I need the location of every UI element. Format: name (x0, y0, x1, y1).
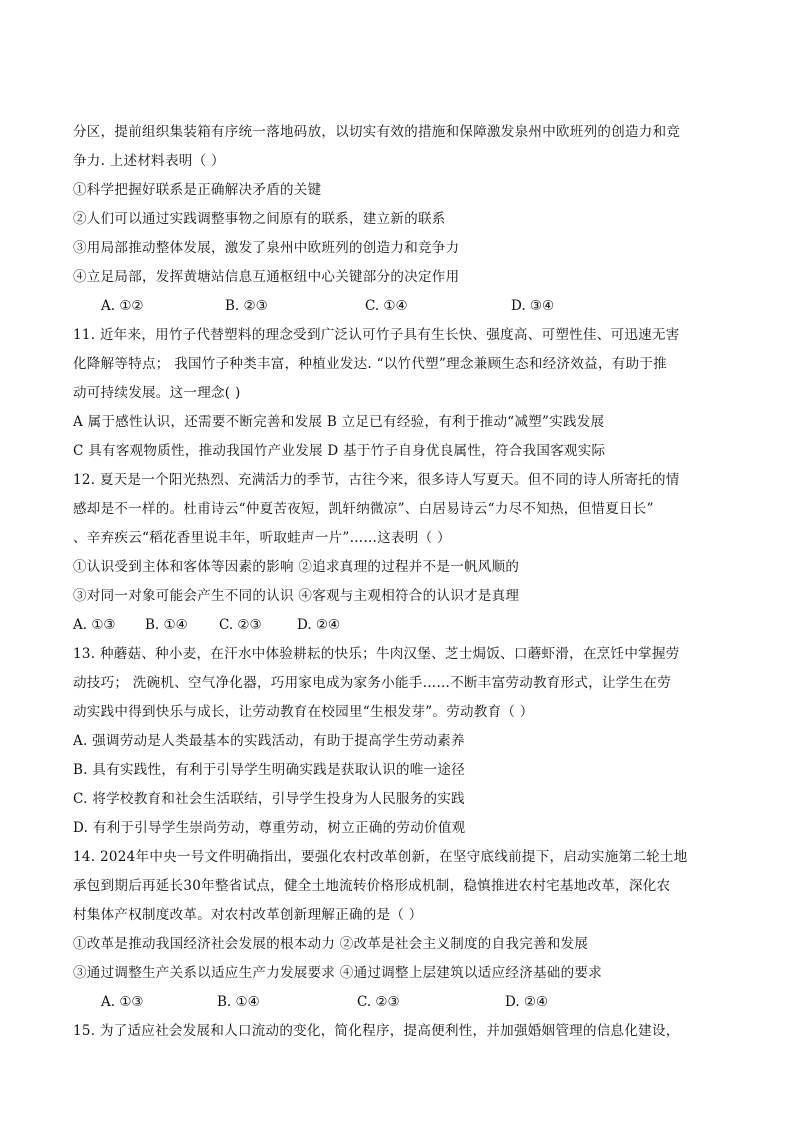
q10-line-2: 争力. 上述材料表明（ ） (73, 153, 225, 169)
q14-option-b: B. ①④ (217, 994, 260, 1010)
q11-line-2: 化降解等特点； 我国竹子种类丰富，种植业发达. “以竹代塑”理念兼顾生态和经济效益，有助于推 (73, 356, 667, 372)
q10-statement-1: ①科学把握好联系是正确解决矛盾的关键 (73, 182, 322, 198)
q11-options-ab: A 属于感性认识，还需要不断完善和发展 B 立足已有经验，有利于推动“减塑”实践发展 (73, 414, 605, 430)
q12-line-3: 、辛弃疾云“稻花香里说丰年，听取蛙声一片”……这表明（ ） (73, 530, 451, 546)
q14-line-3: 村集体产权制度改革。对农村改革创新理解正确的是（ ） (73, 907, 423, 923)
q13-option-b: B. 具有实践性，有利于引导学生明确实践是获取认识的唯一途径 (73, 762, 466, 778)
q14-line-2: 承包到期后再延长30年整省试点，健全土地流转价格形成机制，稳慎推进农村宅基地改革，深化农 (73, 878, 671, 894)
q13-option-d: D. 有利于引导学生崇尚劳动，尊重劳动，树立正确的劳动价值观 (73, 820, 466, 836)
q10-line-1: 分区，提前组织集装箱有序统一落地码放，以切实有效的措施和保障激发泉州中欧班列的创造力和竞 (73, 124, 681, 140)
q12-option-d: D. ②④ (297, 617, 341, 633)
q14-statements-12: ①改革是推动我国经济社会发展的根本动力 ②改革是社会主义制度的自我完善和发展 (73, 936, 589, 952)
q15-line-1: 15. 为了适应社会发展和人口流动的变化，简化程序，提高便利性，并加强婚姻管理的信息化建设， (73, 1023, 680, 1039)
q13-line-2: 动技巧； 洗碗机、空气净化器，巧用家电成为家务小能手……不断丰富劳动教育形式，让学生在劳 (73, 675, 671, 691)
q14-option-c: C. ②③ (357, 994, 400, 1010)
q12-line-1: 12. 夏天是一个阳光热烈、充满活力的季节，古往今来，很多诗人写夏天。但不同的诗人所寄托的情 (73, 472, 680, 488)
q11-line-1: 11. 近年来，用竹子代替塑料的理念受到广泛认可竹子具有生长快、强度高、可塑性佳、可迅速无害 (73, 327, 680, 343)
q12-option-b: B. ①④ (145, 617, 188, 633)
q10-option-b: B. ②③ (225, 298, 268, 314)
q10-option-a: A. ①② (101, 298, 144, 314)
q14-line-1: 14. 2024年中央一号文件明确指出，要强化农村改革创新，在坚守底线前提下，启动实施第二轮土地 (73, 849, 688, 865)
q12-statements-12: ①认识受到主体和客体等因素的影响 ②追求真理的过程并不是一帆风顺的 (73, 559, 520, 575)
q11-options-cd: C 具有客观物质性，推动我国竹产业发展 D 基于竹子自身优良属性，符合我国客观实际 (73, 443, 606, 459)
q12-option-a: A. ①③ (73, 617, 116, 633)
q14-option-a: A. ①③ (101, 994, 144, 1010)
q12-option-c: C. ②③ (219, 617, 262, 633)
q14-statements-34: ③通过调整生产关系以适应生产力发展要求 ④通过调整上层建筑以适应经济基础的要求 (73, 965, 602, 981)
q14-option-d: D. ②④ (505, 994, 549, 1010)
q14-options (73, 993, 673, 1101)
q13-option-a: A. 强调劳动是人类最基本的实践活动，有助于提高学生劳动素养 (73, 733, 465, 749)
q12-statements-34: ③对同一对象可能会产生不同的认识 ④客观与主观相符合的认识才是真理 (73, 588, 520, 604)
q10-statement-2: ②人们可以通过实践调整事物之间原有的联系，建立新的联系 (73, 211, 446, 227)
q10-option-d: D. ③④ (511, 298, 555, 314)
q11-line-3: 动可持续发展。这一理念( ) (73, 385, 241, 401)
q13-option-c: C. 将学校教育和社会生活联结，引导学生投身为人民服务的实践 (73, 791, 465, 807)
q10-statement-4: ④立足局部，发挥黄塘站信息互通枢纽中心关键部分的决定作用 (73, 269, 460, 285)
q13-line-1: 13. 种蘑菇、种小麦，在汗水中体验耕耘的快乐；牛肉汉堡、芝士焗饭、口蘑虾滑，在烹饪中掌握劳 (73, 646, 680, 662)
q13-line-3: 动实践中得到快乐与成长，让劳动教育在校园里“生根发芽”。劳动教育（ ） (73, 704, 534, 720)
q10-option-c: C. ①④ (365, 298, 408, 314)
q12-line-2: 感却是不一样的。杜甫诗云“仲夏苦夜短，凯轩纳微凉”、白居易诗云“力尽不知热，但惜夏日长” (73, 501, 654, 517)
q10-statement-3: ③用局部推动整体发展，激发了泉州中欧班列的创造力和竞争力 (73, 240, 460, 256)
